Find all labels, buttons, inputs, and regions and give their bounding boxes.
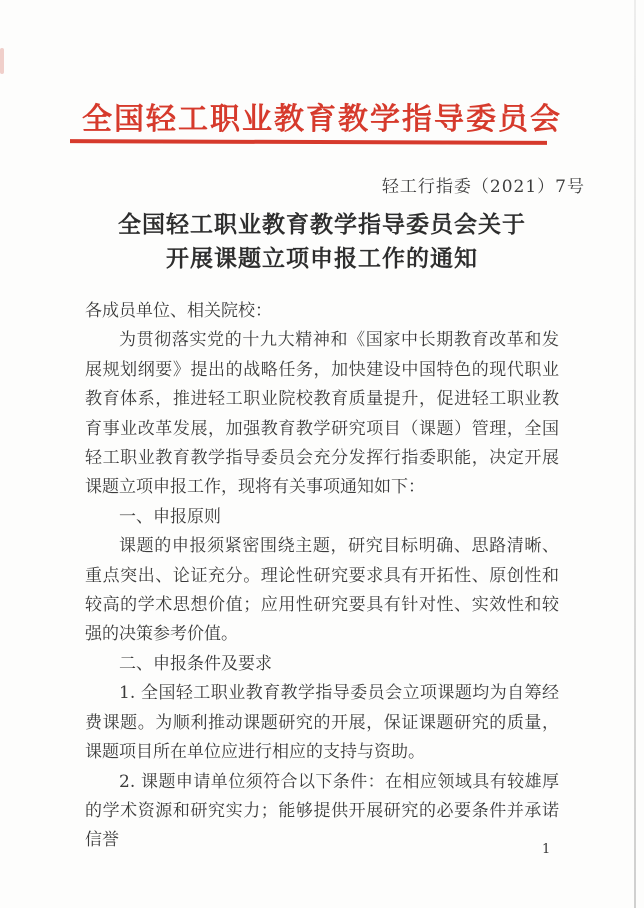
salutation-line: 各成员单位、相关院校：	[85, 301, 272, 321]
letterhead-divider-rule	[70, 139, 547, 145]
paragraph-application-principles: 课题的申报须紧密围绕主题，研究目标明确、思路清晰、重点突出、论证充分。理论性研究要求具有开拓性、原创性和较高的学术思想价值；应用性研究要具有针对性、实效性和较强的决策参考价值。	[85, 536, 559, 645]
document-reference-number: 轻工行指委（2021）7号	[381, 177, 585, 197]
paragraph-condition-2: 2. 课题申请单位须符合以下条件：在相应领域具有较雄厚的学术资源和研究实力；能够提供开展研究的必要条件并承诺信誉	[85, 771, 559, 851]
notice-title	[0, 208, 644, 276]
letterhead-org-name: 全国轻工职业教育教学指导委员会	[82, 102, 562, 137]
notice-title-line1: 全国轻工职业教育教学指导委员会关于	[118, 211, 526, 238]
scan-edge-shadow	[634, 0, 636, 908]
section-heading-application-principles: 一、申报原则	[119, 506, 221, 527]
notice-body	[85, 297, 559, 856]
notice-title-line2: 开展课题立项申报工作的通知	[166, 245, 478, 272]
page-number: 1	[542, 842, 551, 857]
section-heading-conditions-requirements: 二、申报条件及要求	[119, 653, 272, 674]
paragraph-condition-1: 1. 全国轻工职业教育教学指导委员会立项课题均为自筹经费课题。为顺利推动课题研究的开展，保证课题研究的质量，课题项目所在单位应进行相应的支持与资助。	[85, 683, 559, 763]
paragraph-introduction: 为贯彻落实党的十九大精神和《国家中长期教育改革和发展规划纲要》提出的战略任务，加快建设中国特色的现代职业教育体系，推进轻工职业院校教育质量提升，促进轻工职业教育事业改革发展，加强教育教学研究项目（课题）管理，全国轻工职业教育教学指导委员会充分发挥行指委职能，决定开展课题立项申报工作，现将有关事项通知如下：	[85, 330, 559, 498]
scan-smudge-mark	[0, 48, 4, 74]
